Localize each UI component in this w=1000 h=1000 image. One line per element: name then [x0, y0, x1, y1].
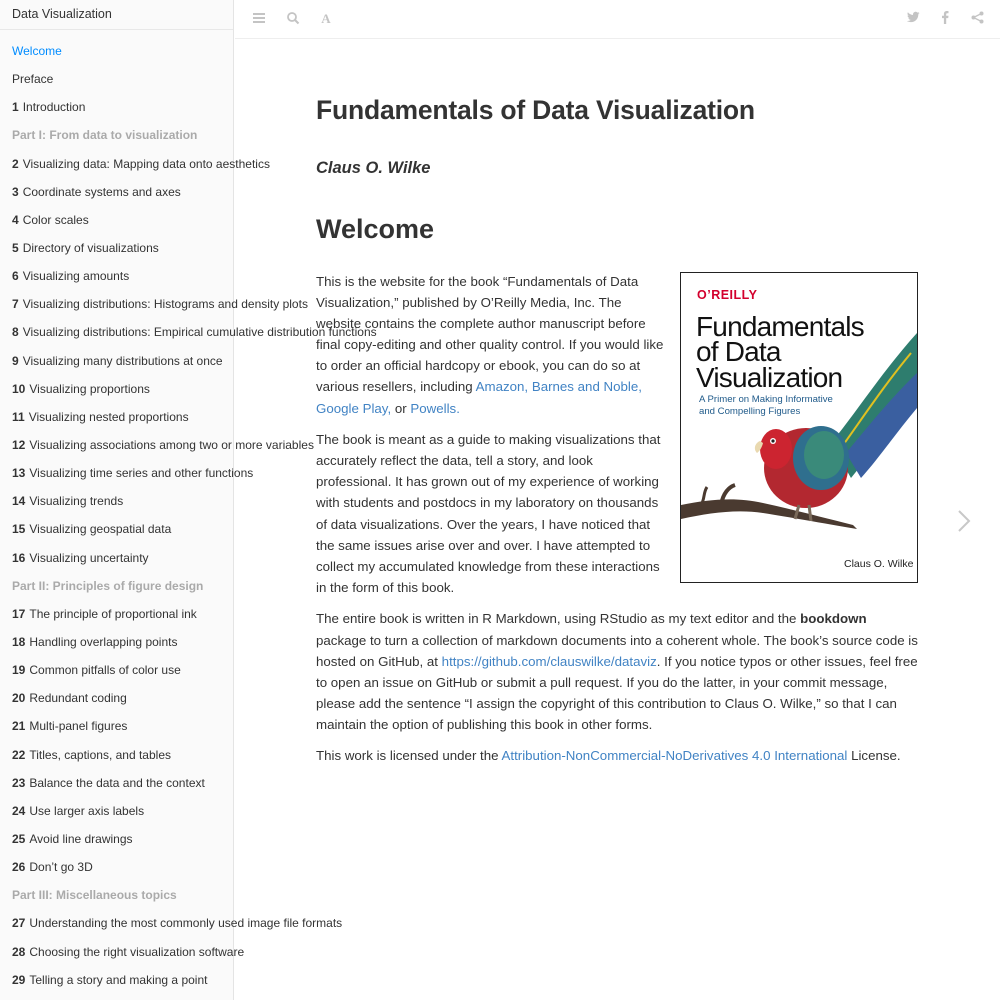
sidebar-item[interactable] — [0, 825, 233, 853]
sidebar-item[interactable] — [0, 403, 233, 431]
sidebar-item-number: 4 — [12, 212, 19, 227]
cover-author: Claus O. Wilke — [844, 558, 914, 570]
sidebar-item-number: 3 — [12, 184, 19, 199]
sidebar-item[interactable] — [0, 600, 233, 628]
rmarkdown-text-a: The entire book is written in R Markdown, using RStudio as my text editor and the — [316, 611, 801, 627]
sidebar-item[interactable] — [0, 966, 233, 994]
sidebar-item-number: 13 — [12, 466, 26, 481]
cover-title-line-2: of Data — [696, 336, 781, 367]
sidebar-item-label: Use larger axis labels — [29, 803, 145, 818]
sidebar-item-label: Visualizing proportions — [29, 381, 150, 396]
sidebar-item-number: 24 — [12, 803, 26, 818]
sidebar-item-label: Coordinate systems and axes — [22, 184, 181, 199]
sidebar-item[interactable] — [0, 656, 233, 684]
sidebar-item-label: Visualizing uncertainty — [29, 550, 149, 565]
sidebar-part-header — [0, 881, 233, 909]
top-toolbar — [235, 0, 1000, 39]
sidebar-item[interactable] — [0, 741, 233, 769]
sidebar-item-number: 26 — [12, 860, 26, 875]
barnes-and-noble-link[interactable]: Barnes and Noble, — [531, 379, 642, 395]
menu-icon[interactable] — [251, 11, 267, 27]
sidebar-item-label: Part III: Miscellaneous topics — [12, 888, 177, 903]
sidebar-item-number: 21 — [12, 719, 26, 734]
sidebar-item-number: 19 — [12, 663, 26, 678]
cover-title-line-1: Fundamentals — [696, 311, 864, 342]
sidebar-item-label: Balance the data and the context — [29, 775, 205, 790]
rmarkdown-text-b: package to turn a collection of markdown documents into a coherent whole. The book’s source code is hosted on GitHub, at — [316, 632, 918, 669]
sidebar-item-number: 14 — [12, 494, 26, 509]
sidebar-item[interactable] — [0, 37, 233, 65]
sidebar-item[interactable] — [0, 712, 233, 740]
sidebar-item-label: Visualizing amounts — [22, 269, 130, 284]
sidebar-item-label: Visualizing time series and other functions — [29, 466, 254, 481]
sidebar-item-number: 8 — [12, 325, 19, 340]
sidebar-item-label: Visualizing geospatial data — [29, 522, 172, 537]
sidebar-item-label: Choosing the right visualization software — [29, 944, 245, 959]
search-icon[interactable] — [285, 11, 301, 27]
sidebar-item[interactable] — [0, 515, 233, 543]
sidebar-item-number: 17 — [12, 606, 26, 621]
sidebar-item-label: Common pitfalls of color use — [29, 663, 181, 678]
sidebar-item[interactable] — [0, 487, 233, 515]
sidebar-item-label: Redundant coding — [29, 691, 127, 706]
sidebar-item-label: Directory of visualizations — [22, 240, 159, 255]
sidebar-item[interactable] — [0, 628, 233, 656]
sidebar-part-header — [0, 121, 233, 149]
sidebar-item-label: Visualizing distributions: Empirical cumulative distribution functions — [22, 325, 377, 340]
sidebar-item-label: Visualizing data: Mapping data onto aesthetics — [22, 156, 270, 171]
sidebar-item[interactable] — [0, 684, 233, 712]
sidebar-item-label: Visualizing trends — [29, 494, 124, 509]
or-text: or — [394, 400, 407, 416]
sidebar-item[interactable] — [0, 65, 233, 93]
license-paragraph — [316, 745, 918, 766]
sidebar-item-number: 28 — [12, 944, 26, 959]
sidebar-item-label: Visualizing associations among two or more variables — [29, 437, 314, 452]
parrot-head-illustration — [760, 429, 792, 469]
rmarkdown-paragraph — [316, 608, 918, 735]
main-content — [316, 39, 918, 777]
sidebar-item-label: Telling a story and making a point — [29, 972, 208, 987]
sidebar-item-label: The principle of proportional ink — [29, 606, 197, 621]
license-link[interactable]: Attribution-NonCommercial-NoDerivatives 4.0 International — [501, 748, 848, 764]
chevron-right-icon — [955, 508, 973, 534]
sidebar-item-label: Introduction — [22, 100, 86, 115]
sidebar-item-number: 27 — [12, 916, 26, 931]
sidebar-item-number: 1 — [12, 100, 19, 115]
page-title: Fundamentals of Data Visualization — [316, 95, 755, 125]
sidebar-item[interactable] — [0, 459, 254, 487]
sidebar-book-title[interactable]: Data Visualization — [0, 0, 233, 30]
sidebar-item[interactable] — [0, 347, 233, 375]
branch-illustration — [681, 499, 857, 529]
cover-subtitle-line-1: A Primer on Making Informative — [699, 394, 833, 405]
sidebar-item-label: Color scales — [22, 212, 89, 227]
sidebar-item-number: 29 — [12, 972, 26, 987]
sidebar-item[interactable] — [0, 206, 233, 234]
license-text-a: This work is licensed under the — [316, 748, 502, 764]
sidebar-item[interactable] — [0, 290, 308, 318]
sidebar-item-label: Don’t go 3D — [29, 860, 93, 875]
sidebar-item-label: Handling overlapping points — [29, 634, 178, 649]
sidebar-item[interactable] — [0, 178, 233, 206]
sidebar-item-number: 15 — [12, 522, 26, 537]
sidebar-item[interactable] — [0, 150, 270, 178]
sidebar-item[interactable] — [0, 375, 233, 403]
rmarkdown-text-c: . If you notice typos or other issues, feel free to open an issue on GitHub or submit a pull request. If you do the latter, in your commit message, please add the sentence “I assign the copyright of this contribution to Claus O. Wilke,” so that I can maintain the option of publishing this book in other forms. — [316, 653, 918, 732]
google-play-link[interactable]: Google Play, — [316, 400, 392, 416]
sidebar-item[interactable] — [0, 431, 314, 459]
share-icon[interactable] — [969, 11, 985, 27]
sidebar-item-number: 12 — [12, 437, 26, 452]
author-name: Claus O. Wilke — [316, 159, 431, 177]
sidebar-item[interactable] — [0, 318, 377, 346]
sidebar-item-label: Multi-panel figures — [29, 719, 128, 734]
sidebar-item-label: Avoid line drawings — [29, 831, 133, 846]
book-cover-image[interactable] — [680, 272, 918, 583]
sidebar-item-number: 5 — [12, 240, 19, 255]
sidebar-item-number: 2 — [12, 156, 19, 171]
sidebar-item-label: Understanding the most commonly used image file formats — [29, 916, 343, 931]
sidebar-item[interactable] — [0, 544, 233, 572]
sidebar-item-number: 11 — [12, 409, 25, 424]
sidebar-item-label: Titles, captions, and tables — [29, 747, 171, 762]
intro-text: This is the website for the book “Fundamentals of Data Visualization,” published by O’Reilly Media, Inc. The website contains the complete author manuscript before final copy-editing and other quality control. If you would like to order an official hardcopy or ebook, you can do so at various resellers, including — [316, 274, 664, 395]
sidebar-item-label: Part I: From data to visualization — [12, 128, 198, 143]
cover-title-line-3: Visualization — [696, 362, 843, 393]
sidebar-item-number: 23 — [12, 775, 26, 790]
sidebar-item[interactable] — [0, 797, 233, 825]
powells-link[interactable]: Powells. — [410, 400, 460, 416]
section-title: Welcome — [316, 214, 435, 244]
sidebar-item-number: 22 — [12, 747, 26, 762]
cover-subtitle-line-2: and Compelling Figures — [699, 406, 801, 417]
twitter-icon[interactable] — [905, 11, 921, 27]
facebook-icon[interactable] — [937, 11, 953, 27]
sidebar-item[interactable] — [0, 909, 343, 937]
sidebar-item-number: 20 — [12, 691, 26, 706]
sidebar-item-number: 16 — [12, 550, 26, 565]
sidebar-item-number: 10 — [12, 381, 26, 396]
cover-publisher: O’REILLY — [697, 288, 758, 302]
amazon-link[interactable]: Amazon, — [475, 379, 529, 395]
sidebar-item-number: 25 — [12, 831, 26, 846]
sidebar-item-number: 7 — [12, 297, 19, 312]
license-text-b: License. — [847, 748, 901, 764]
welcome-text — [316, 271, 918, 767]
next-page-button[interactable] — [955, 508, 973, 534]
sidebar-item[interactable] — [0, 234, 233, 262]
sidebar-item[interactable] — [0, 769, 233, 797]
sidebar-item-number: 6 — [12, 269, 19, 284]
bookdown-text: bookdown — [800, 611, 867, 627]
sidebar-item[interactable] — [0, 853, 233, 881]
sidebar-item-number: 9 — [12, 353, 19, 368]
sidebar-part-header — [0, 572, 233, 600]
sidebar-item-label: Visualizing nested proportions — [28, 409, 189, 424]
sidebar-item[interactable] — [0, 93, 233, 121]
github-link[interactable]: https://github.com/clauswilke/dataviz — [441, 653, 657, 669]
sidebar-item-label: Part II: Principles of figure design — [12, 578, 204, 593]
guide-paragraph: The book is meant as a guide to making visualizations that accurately reflect the data, tell a story, and look professional. It has grown out of my experience of working with students and postdocs in my laboratory on thousands of data visualizations. Over the years, I have noticed that the same issues arise over and over. I have attempted to collect my accumulated knowledge from these interactions in the form of this book. — [316, 432, 661, 595]
sidebar-item[interactable] — [0, 938, 245, 966]
sidebar-item-label: Visualizing many distributions at once — [22, 353, 223, 368]
sidebar-item-label: Visualizing distributions: Histograms and density plots — [22, 297, 308, 312]
sidebar-item-label: Welcome — [12, 44, 62, 58]
sidebar-item[interactable] — [0, 262, 233, 290]
sidebar-item-number: 18 — [12, 634, 26, 649]
sidebar-item-label: Preface — [12, 72, 54, 87]
font-settings-icon[interactable]: A — [321, 11, 331, 26]
